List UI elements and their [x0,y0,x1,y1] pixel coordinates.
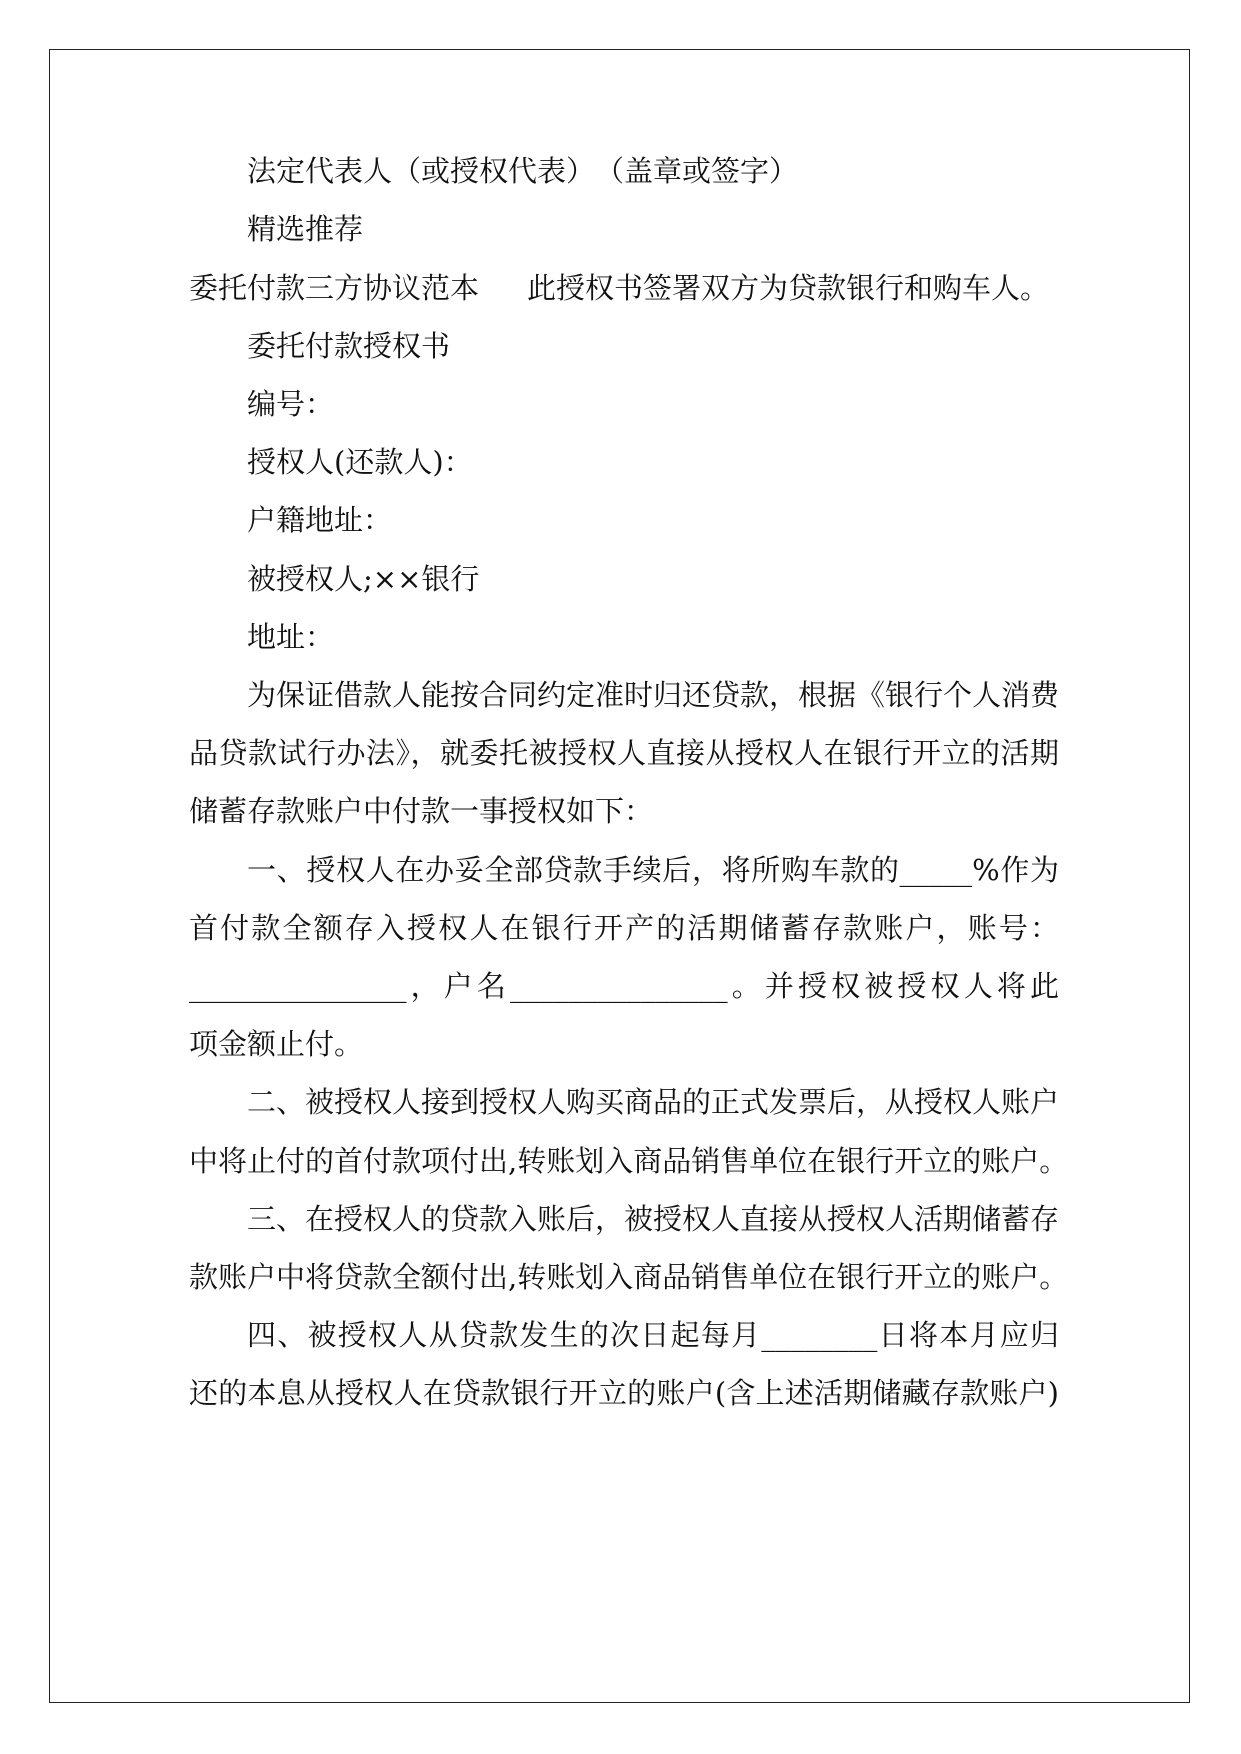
clause-line: 二、被授权人接到授权人购买商品的正式发票后，从授权人账户 [247,1085,1060,1119]
field-number: 编号： [247,387,335,421]
clause-line: 中将止付的首付款项付出,转账划入商品销售单位在银行开立的账户。 [189,1144,1069,1178]
clause-line: 四、被授权人从贷款发生的次日起每月________日将本月应归 [247,1318,1059,1352]
field-address: 地址： [247,620,335,654]
doc-title: 委托付款授权书 [247,329,451,363]
article-title-row [189,268,1049,308]
clause-line: 款账户中将贷款全额付出,转账划入商品销售单位在银行开立的账户。 [189,1260,1069,1294]
clause-line: 还的本息从授权人在贷款银行开立的账户(含上述活期储藏存款账户) [189,1376,1059,1410]
paragraph-line: 为保证借款人能按合同约定准时归还贷款，根据《银行个人消费 [247,678,1060,712]
article-title: 委托付款三方协议范本 [189,271,480,305]
recommended-heading: 精选推荐 [247,212,364,246]
field-household-address: 户籍地址： [247,503,393,537]
clause-line: 一、授权人在办妥全部贷款手续后，将所购车款的_____%作为 [247,853,1059,887]
article-intro: 此授权书签署双方为贷款银行和购车人。 [527,271,1050,305]
clause-line: 首付款全额存入授权人在银行开产的活期储蓄存款账户，账号： [189,911,1059,945]
clause-line: 三、在授权人的贷款入账后，被授权人直接从授权人活期储蓄存 [247,1202,1060,1236]
clause-line: 项金额止付。 [189,1027,364,1061]
paragraph-line: 储蓄存款账户中付款一事授权如下： [189,794,654,828]
signature-line: 法定代表人（或授权代表） （盖章或签字） [247,154,799,188]
clause-line: _______________，户名_______________。并授权被授权人将此 [189,969,1059,1003]
paragraph-line: 品贷款试行办法》，就委托被授权人直接从授权人在银行开立的活期 [189,736,1059,770]
field-grantee: 被授权人;××银行 [247,562,480,596]
field-grantor: 授权人(还款人)： [247,445,473,479]
